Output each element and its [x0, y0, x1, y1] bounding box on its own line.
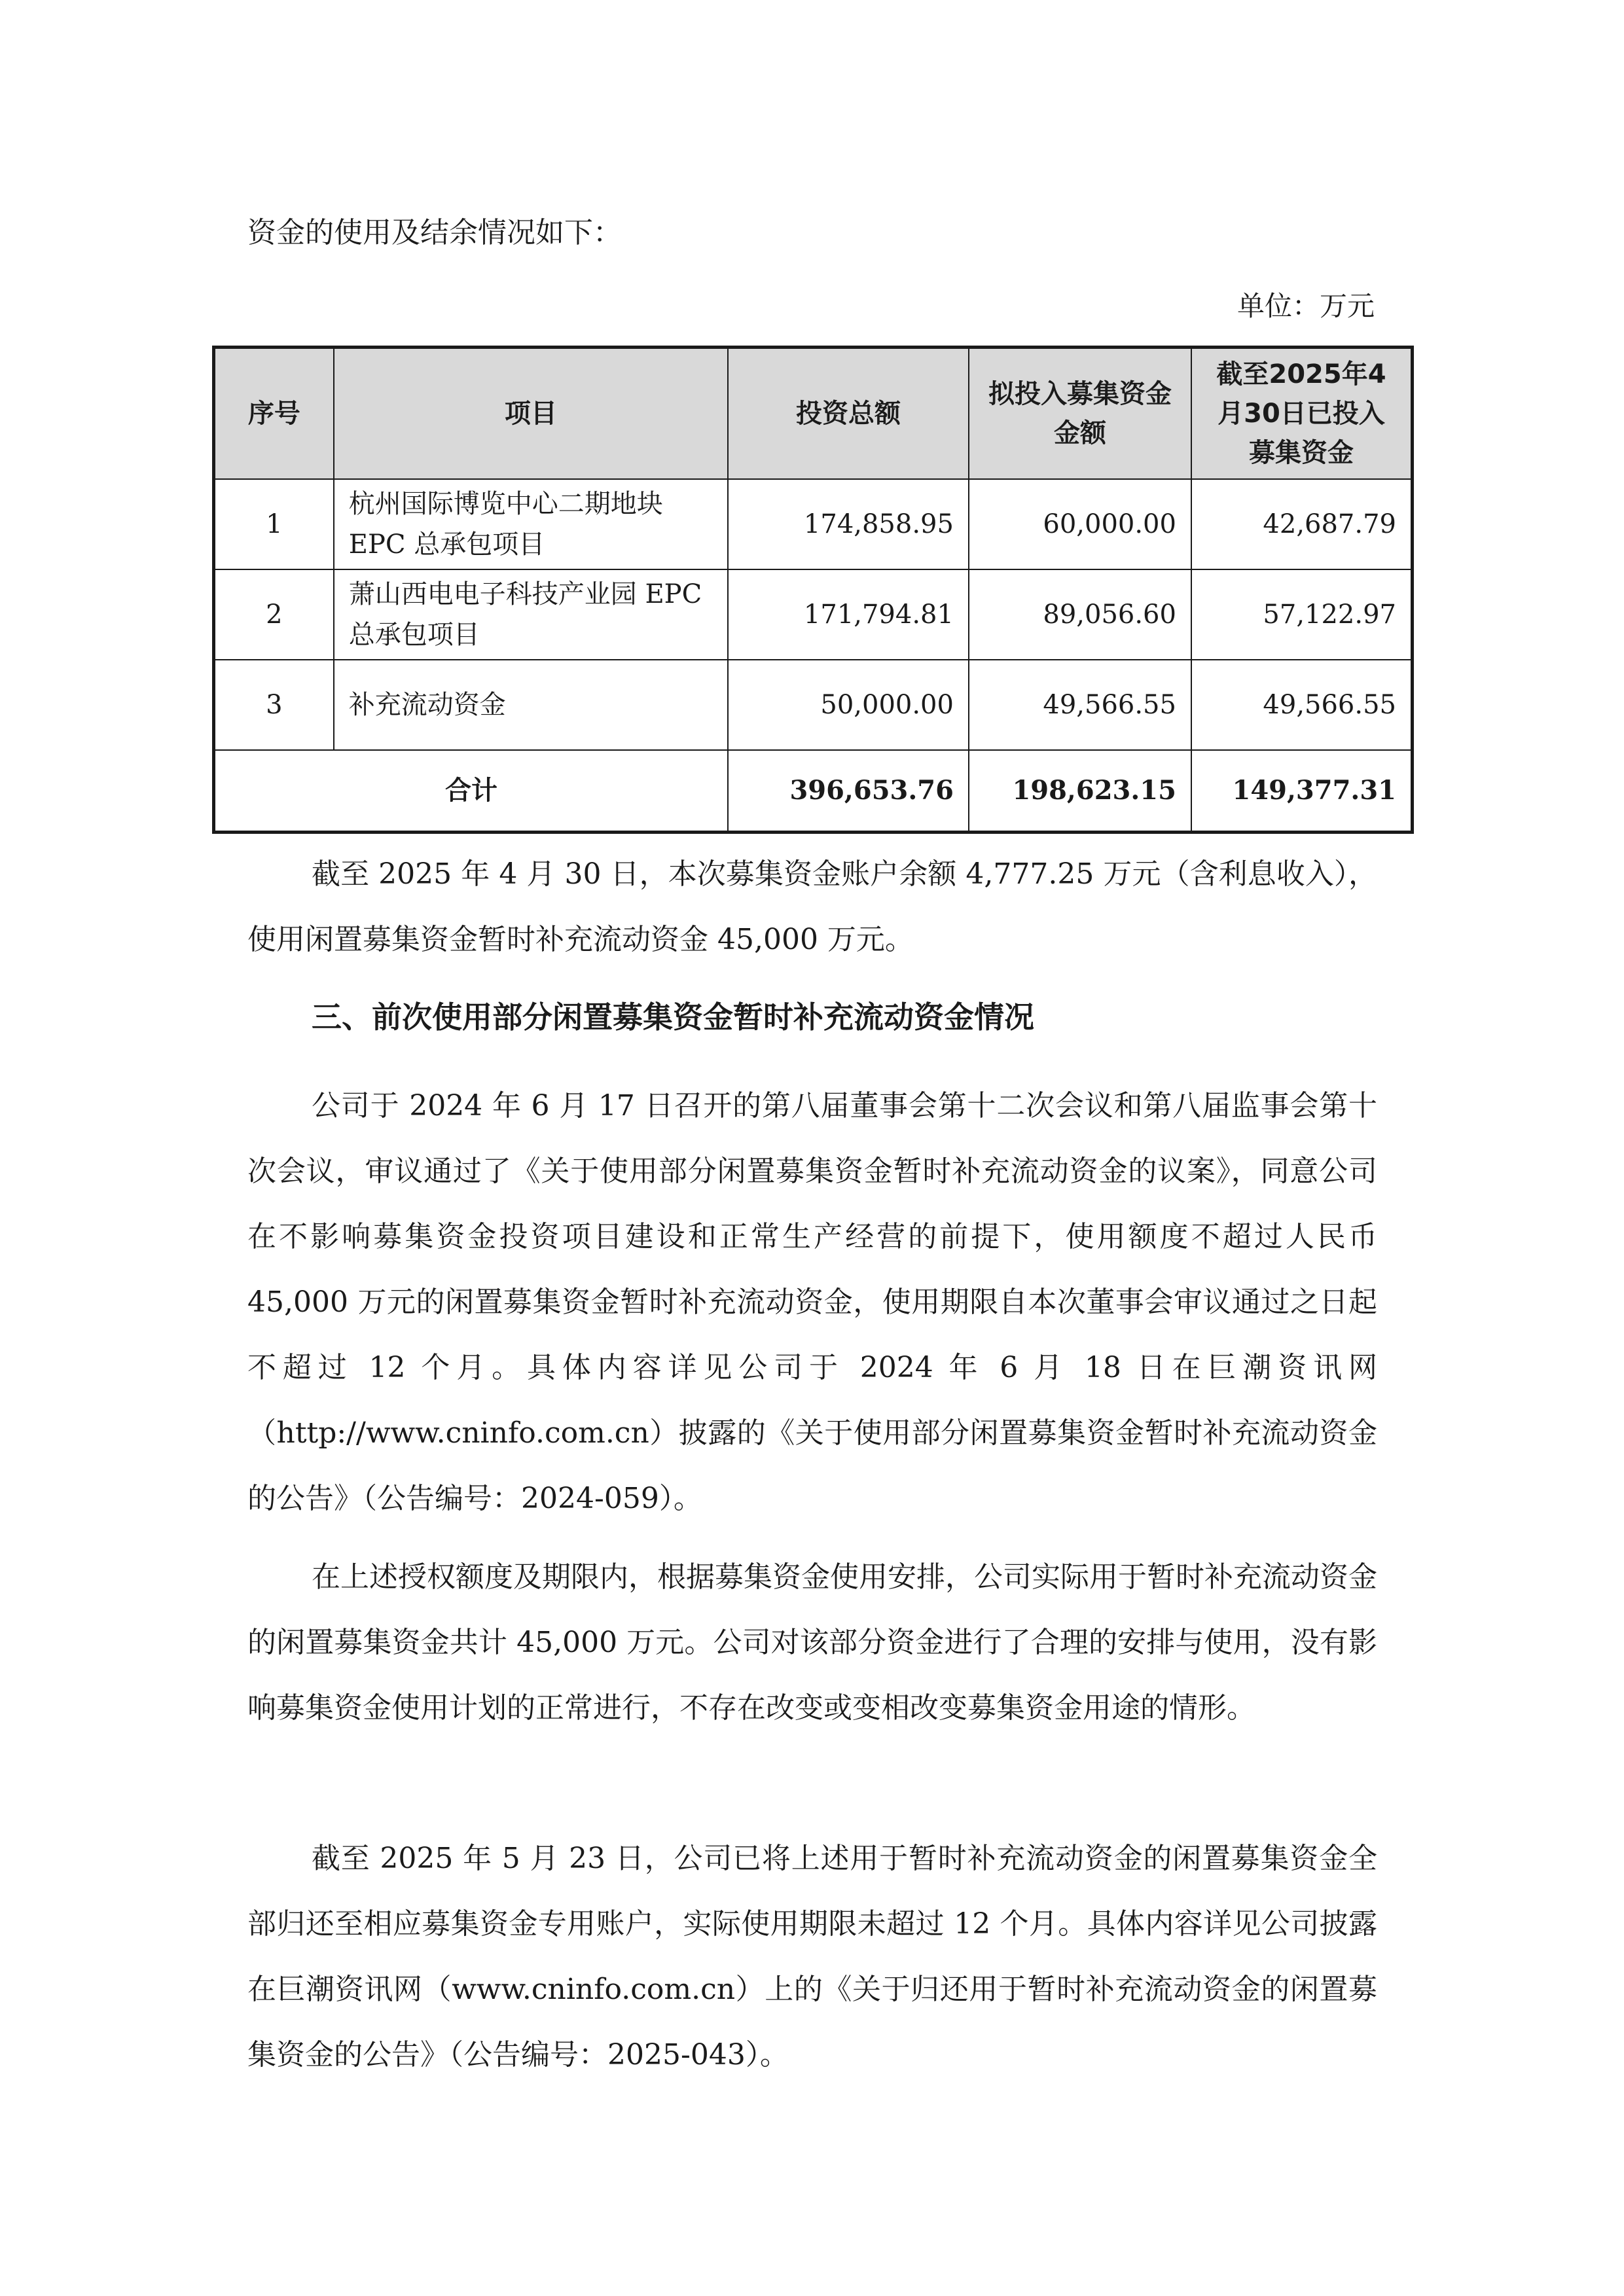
row-invested: 57,122.97	[1191, 569, 1413, 660]
row-no: 2	[214, 569, 334, 660]
header-planned: 拟投入募集资金金额	[969, 348, 1191, 480]
paragraph-prior-use: 公司于 2024 年 6 月 17 日召开的第八届董事会第十二次会议和第八届监事会第十次会议，审议通过了《关于使用部分闲置募集资金暂时补充流动资金的议案》，同意公司在不影响募集资金投资项目建设和正常生产经营的前提下，使用额度不超过人民币 45,000 万元的闲置募集资金暂时补充流动资金，使用期限自本次董事会审议通过之日起不超过 12 个月。具体内容详见公司于 2024 年 6 月 18 日在巨潮资讯网（http://www.cninfo.com.cn）披露的《关于使用部分闲置募集资金暂时补充流动资金的公告》（公告编号：2024-059）。	[247, 1089, 1377, 1515]
fund-usage-table	[212, 346, 1414, 834]
row-invested: 49,566.55	[1191, 660, 1413, 750]
table-row	[214, 569, 1413, 660]
table-header-row	[214, 348, 1413, 480]
row-total-investment: 174,858.95	[728, 479, 969, 569]
header-no: 序号	[214, 348, 334, 480]
row-no: 3	[214, 660, 334, 750]
balance-paragraph: 截至 2025 年 4 月 30 日，本次募集资金账户余额 4,777.25 万元（含利息收入），使用闲置募集资金暂时补充流动资金 45,000 万元。	[247, 857, 1377, 956]
intro-line: 资金的使用及结余情况如下：	[247, 216, 622, 249]
total-invested: 149,377.31	[1191, 750, 1413, 833]
row-item: 杭州国际博览中心二期地块 EPC 总承包项目	[334, 479, 728, 569]
table-total-row	[214, 750, 1413, 833]
row-no: 1	[214, 479, 334, 569]
row-planned: 60,000.00	[969, 479, 1191, 569]
row-invested: 42,687.79	[1191, 479, 1413, 569]
section-heading: 三、前次使用部分闲置募集资金暂时补充流动资金情况	[312, 999, 1034, 1035]
row-planned: 49,566.55	[969, 660, 1191, 750]
paragraph-repayment: 截至 2025 年 5 月 23 日，公司已将上述用于暂时补充流动资金的闲置募集资金全部归还至相应募集资金专用账户，实际使用期限未超过 12 个月。具体内容详见公司披露在巨潮资讯网（www.cninfo.com.cn）上的《关于归还用于暂时补充流动资金的闲置募集资金的公告》（公告编号：2025-043）。	[247, 1842, 1377, 2072]
row-item: 萧山西电电子科技产业园 EPC 总承包项目	[334, 569, 728, 660]
unit-label: 单位：万元	[1236, 290, 1375, 322]
header-invested: 截至2025年4月30日已投入募集资金	[1191, 348, 1413, 480]
header-total-investment: 投资总额	[728, 348, 969, 480]
row-total-investment: 171,794.81	[728, 569, 969, 660]
total-label: 合计	[214, 750, 729, 833]
row-total-investment: 50,000.00	[728, 660, 969, 750]
row-item: 补充流动资金	[334, 660, 728, 750]
paragraph-actual-use: 在上述授权额度及期限内，根据募集资金使用安排，公司实际用于暂时补充流动资金的闲置募集资金共计 45,000 万元。公司对该部分资金进行了合理的安排与使用，没有影响募集资金使用计划的正常进行，不存在改变或变相改变募集资金用途的情形。	[247, 1560, 1377, 1725]
row-planned: 89,056.60	[969, 569, 1191, 660]
table-row	[214, 660, 1413, 750]
table-row	[214, 479, 1413, 569]
total-planned: 198,623.15	[969, 750, 1191, 833]
header-item: 项目	[334, 348, 728, 480]
total-investment: 396,653.76	[728, 750, 969, 833]
